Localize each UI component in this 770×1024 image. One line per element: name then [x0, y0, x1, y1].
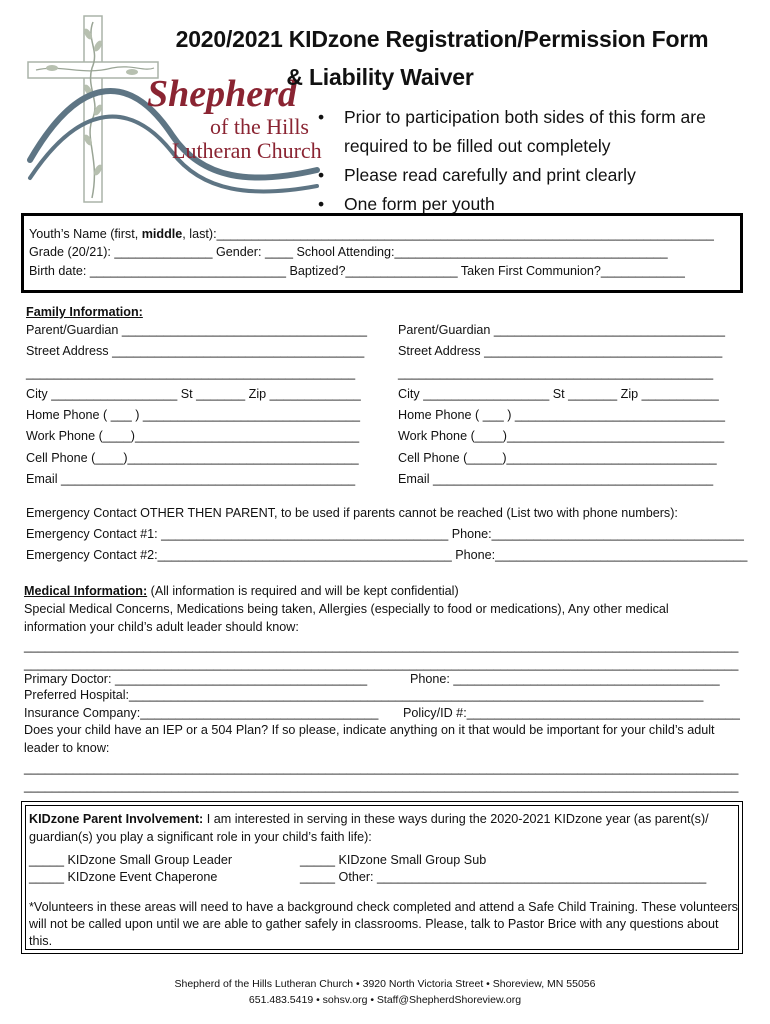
- medical-concerns-line1[interactable]: ______________________________________________________________________________________________________: [24, 639, 739, 653]
- cell-phone1-field[interactable]: Cell Phone (____)_________________________________: [26, 451, 359, 465]
- doctor-phone-field[interactable]: Phone: ______________________________________: [410, 672, 720, 686]
- footer-contact: 651.483.5419 • sohsv.org • Staff@ShepherdShoreview.org: [248, 994, 522, 1006]
- option-small-group-leader[interactable]: _____ KIDzone Small Group Leader: [29, 853, 233, 867]
- street1-line2-field[interactable]: _______________________________________________: [26, 366, 356, 380]
- guardian2-field[interactable]: Parent/Guardian _________________________________: [398, 323, 726, 337]
- volunteer-note-2: will not be called upon until we are able to gather safely in classrooms. Please, talk to Pastor Brice with any questions about: [29, 917, 719, 931]
- cell-phone2-field[interactable]: Cell Phone (_____)______________________________: [398, 451, 717, 465]
- option-other[interactable]: _____ Other: _______________________________________________: [300, 870, 707, 884]
- medical-concerns-line2[interactable]: ______________________________________________________________________________________________________: [24, 657, 739, 671]
- iep-line2[interactable]: ______________________________________________________________________________________________________: [24, 779, 739, 793]
- medical-info-heading: Medical Information:: [24, 584, 148, 598]
- iep-question-2: leader to know:: [24, 741, 110, 755]
- city2-field[interactable]: City __________________ St _______ Zip ___________: [398, 387, 719, 401]
- street2-line2-field[interactable]: _____________________________________________: [398, 366, 714, 380]
- preferred-hospital-field[interactable]: Preferred Hospital:__________________________________________________________________________________: [24, 688, 704, 702]
- volunteer-note: *Volunteers in these areas will need to have a background check completed and attend a Safe Child Training. These volunteers: [29, 900, 738, 914]
- involvement-intro: KIDzone Parent Involvement: I am interested in serving in these ways during the 2020-2021 KIDzone year (as parent(s)/: [29, 812, 709, 826]
- option-event-chaperone[interactable]: _____ KIDzone Event Chaperone: [29, 870, 218, 884]
- city1-field[interactable]: City __________________ St _______ Zip _____________: [26, 387, 361, 401]
- iep-line1[interactable]: ______________________________________________________________________________________________________: [24, 761, 739, 775]
- medical-concerns-label: Special Medical Concerns, Medications being taken, Allergies (especially to food or medications), Any other medical: [24, 602, 669, 616]
- home-phone1-field[interactable]: Home Phone ( ___ ) _______________________________: [26, 408, 361, 422]
- medical-concerns-label-2: information your child’s adult leader should know:: [24, 620, 299, 634]
- street1-field[interactable]: Street Address ____________________________________: [26, 344, 365, 358]
- email2-field[interactable]: Email ________________________________________: [398, 472, 714, 486]
- guardian1-field[interactable]: Parent/Guardian ___________________________________: [26, 323, 368, 337]
- email1-field[interactable]: Email __________________________________________: [26, 472, 356, 486]
- involvement-heading: KIDzone Parent Involvement:: [29, 812, 204, 826]
- form-title-line2: & Liability Waiver: [286, 64, 474, 90]
- street2-field[interactable]: Street Address __________________________________: [398, 344, 723, 358]
- work-phone2-field[interactable]: Work Phone (____)_______________________________: [398, 429, 725, 443]
- policy-id-field[interactable]: Policy/ID #:_______________________________________: [403, 706, 740, 720]
- instructions-list: [318, 103, 706, 219]
- work-phone1-field[interactable]: Work Phone (____)________________________________: [26, 429, 360, 443]
- emergency-contact2-field[interactable]: Emergency Contact #2:__________________________________________ Phone:____________________________________: [26, 548, 748, 562]
- family-info-heading: Family Information:: [26, 305, 143, 319]
- primary-doctor-field[interactable]: Primary Doctor: ____________________________________: [24, 672, 368, 686]
- emergency-contact1-field[interactable]: Emergency Contact #1: _________________________________________ Phone:____________________________________: [26, 527, 744, 541]
- iep-question: Does your child have an IEP or a 504 Plan? If so please, indicate anything on it that would be important for your child’s adult: [24, 723, 715, 737]
- logo-text-lutheran-church: Lutheran Church: [172, 138, 322, 163]
- emergency-intro: Emergency Contact OTHER THEN PARENT, to be used if parents cannot be reached (List two with phone numbers):: [26, 506, 678, 520]
- youth-name-field[interactable]: Youth’s Name (first, middle, last):_______________________________________________________________________: [29, 227, 714, 241]
- medical-heading-row: Medical Information: (All information is required and will be kept confidential): [24, 584, 459, 598]
- instruction-item: • Please read carefully and print clearly: [318, 161, 706, 190]
- instruction-item: • Prior to participation both sides of this form are required to be filled out completely: [318, 103, 706, 161]
- instruction-item: • One form per youth: [318, 190, 706, 219]
- footer-address: Shepherd of the Hills Lutheran Church • 3920 North Victoria Street • Shoreview, MN 55056: [174, 978, 596, 990]
- insurance-company-field[interactable]: Insurance Company:__________________________________: [24, 706, 379, 720]
- home-phone2-field[interactable]: Home Phone ( ___ ) ______________________________: [398, 408, 726, 422]
- logo-text-shepherd: Shepherd: [147, 73, 297, 115]
- volunteer-note-3: this.: [29, 934, 53, 948]
- birth-baptized-communion-field[interactable]: Birth date: ____________________________ Baptized?________________ Taken First Communion?____________: [29, 264, 685, 278]
- involvement-intro-2: guardian(s) you play a significant role in your child’s faith life):: [29, 830, 372, 844]
- form-title-line1: 2020/2021 KIDzone Registration/Permission Form: [175, 26, 709, 52]
- grade-gender-school-field[interactable]: Grade (20/21): ______________ Gender: ____ School Attending:_______________________________________: [29, 245, 668, 259]
- logo-text-of-the-hills: of the Hills: [210, 114, 309, 139]
- option-small-group-sub[interactable]: _____ KIDzone Small Group Sub: [300, 853, 487, 867]
